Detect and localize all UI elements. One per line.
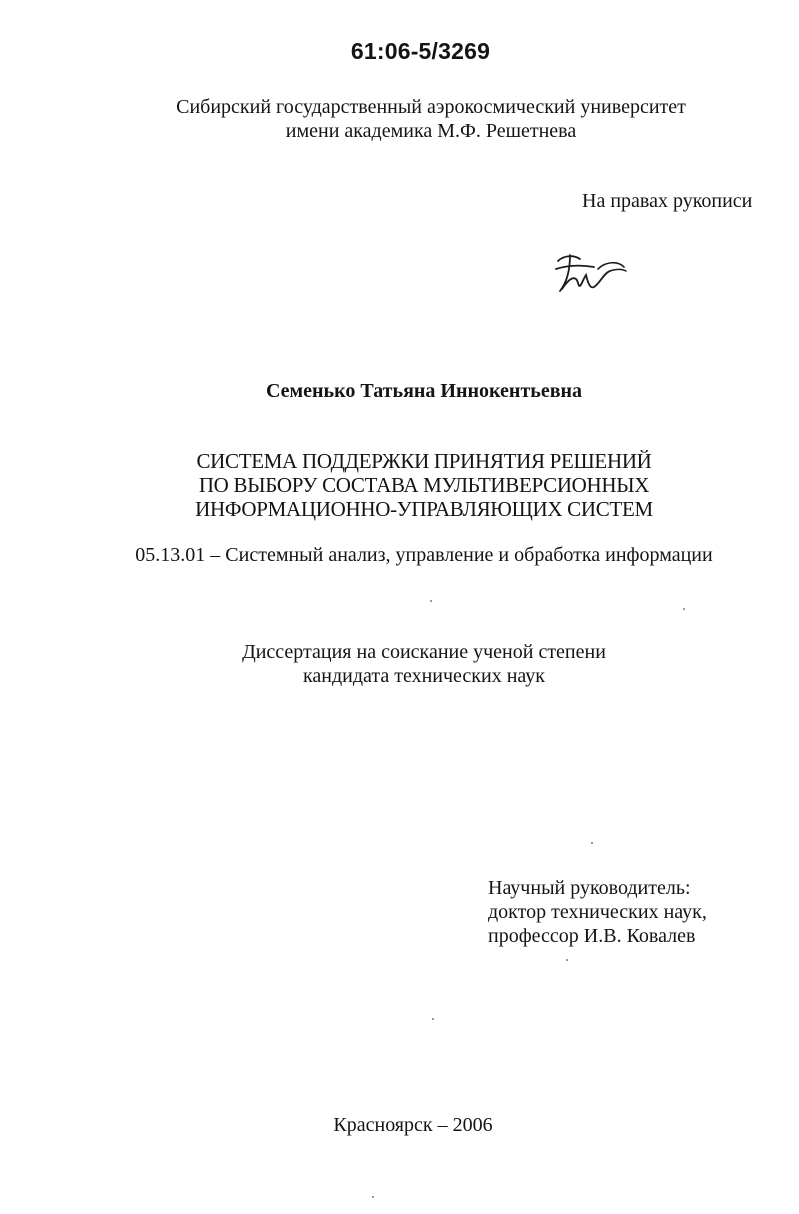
scan-speck xyxy=(683,608,685,610)
university-line-1: Сибирский государственный аэрокосмический университет xyxy=(176,96,686,118)
university-line-2: имени академика М.Ф. Решетнева xyxy=(285,120,577,142)
scan-speck xyxy=(566,959,568,961)
scan-speck xyxy=(432,1018,434,1020)
degree-line-1: Диссертация на соискание ученой степени xyxy=(242,641,606,663)
university-name xyxy=(0,95,799,143)
advisor-line-3: профессор И.В. Ковалев xyxy=(488,925,696,947)
dissertation-title xyxy=(0,449,799,521)
scan-speck xyxy=(430,600,432,602)
specialty-code: 05.13.01 – Системный анализ, управление и обработка информации xyxy=(135,544,713,566)
author-name: Семенько Татьяна Иннокентьевна xyxy=(265,380,583,402)
catalog-code: 61:06-5/3269 xyxy=(350,38,491,64)
advisor-line-2: доктор технических наук, xyxy=(488,901,707,923)
handwritten-signature xyxy=(548,247,632,299)
title-line-3: ИНФОРМАЦИОННО-УПРАВЛЯЮЩИХ СИСТЕМ xyxy=(195,497,653,521)
degree-line-2: кандидата технических наук xyxy=(302,665,546,687)
title-line-1: СИСТЕМА ПОДДЕРЖКИ ПРИНЯТИЯ РЕШЕНИЙ xyxy=(196,449,652,473)
city-year: Красноярск – 2006 xyxy=(333,1114,493,1136)
advisor-line-1: Научный руководитель: xyxy=(488,877,691,899)
scan-speck xyxy=(372,1196,374,1198)
manuscript-rights-note: На правах рукописи xyxy=(582,190,753,212)
degree-statement xyxy=(0,640,799,688)
scientific-advisor xyxy=(488,876,707,948)
title-line-2: ПО ВЫБОРУ СОСТАВА МУЛЬТИВЕРСИОННЫХ xyxy=(198,473,650,497)
scan-speck xyxy=(591,842,593,844)
